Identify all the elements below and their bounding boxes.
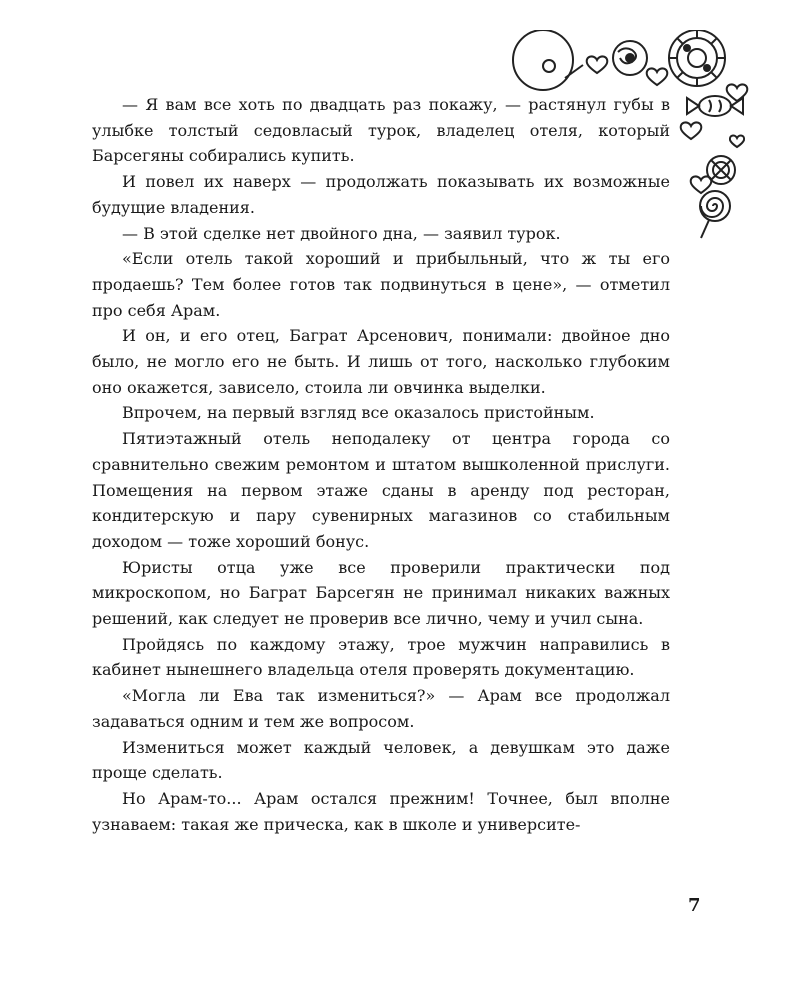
round-candy-icon [669, 30, 725, 86]
heart-icon [681, 122, 702, 139]
heart-icon [587, 56, 608, 73]
paragraph: Пятиэтажный отель неподалеку от центра города со сравнительно свежим ремонтом и штатом вышколенной прислуги. Помещения на первом этаже сданы в аренду под ресторан, кондитерскую и пару сувенирных магазинов со стабильным доходом — тоже хороший бонус. [92, 429, 670, 551]
heart-icon [647, 68, 668, 85]
lollipop-icon [513, 30, 583, 90]
page-number: 7 [688, 895, 701, 916]
paragraph: И он, и его отец, Баграт Арсенович, понимали: двойное дно было, не могло его не быть. И лишь от того, насколько глубоким оно окажется, зависело, стоила ли овчинка выделки. [92, 326, 670, 397]
paragraph: — В этой сделке нет двойного дна, — заявил турок. [122, 223, 561, 243]
paragraph: Измениться может каждый человек, а девушкам это даже проще сделать. [92, 737, 670, 783]
paragraph: — Я вам все хоть по двадцать раз покажу, — растянул губы в улыбке толстый седовласый турок, владелец отеля, который Барсегяны собирались купить. [92, 95, 670, 166]
swirl-lollipop-icon [700, 191, 730, 238]
paragraph: Но Арам-то... Арам остался прежним! Точнее, был вполне узнаваем: такая же прическа, как в школе и университе- [92, 788, 670, 834]
heart-icon [727, 84, 748, 101]
paragraph: «Если отель такой хороший и прибыльный, что ж ты его продаешь? Тем более готов так подвинуться в цене», — отметил про себя Арам. [92, 249, 670, 320]
swirl-candy-icon [613, 41, 647, 75]
paragraph: Пройдясь по каждому этажу, трое мужчин направились в кабинет нынешнего владельца отеля проверять документацию. [92, 634, 670, 680]
paragraph: «Могла ли Ева так измениться?» — Арам все продолжал задаваться одним и тем же вопросом. [92, 686, 670, 731]
paragraph: И повел их наверх — продолжать показывать их возможные будущие владения. [92, 172, 670, 217]
heart-icon [730, 136, 744, 147]
paragraph: Юристы отца уже все проверили практически под микроскопом, но Баграт Барсегян не принимал никаких важных решений, как следует не проверив все лично, чему и учил сына. [92, 557, 670, 629]
body-text [92, 92, 670, 837]
heart-icon [691, 176, 712, 193]
paragraph: Впрочем, на первый взгляд все оказалось пристойным. [122, 403, 595, 423]
